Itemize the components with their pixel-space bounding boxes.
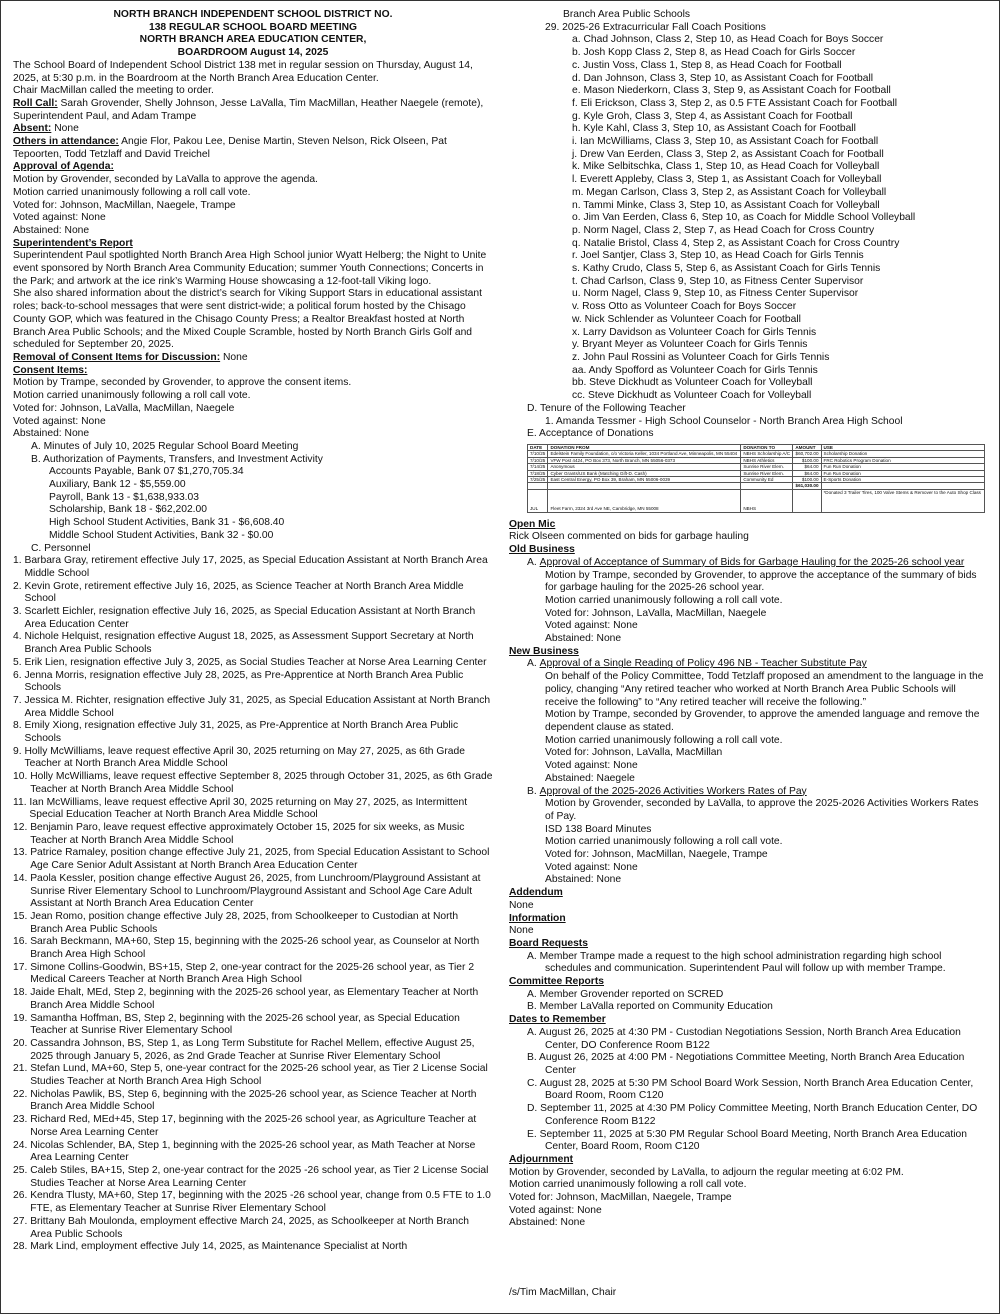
new-business-a-title: Approval of a Single Reading of Policy 496 NB - Teacher Substitute Pay (539, 658, 867, 670)
personnel-item (13, 797, 493, 822)
left-column (13, 9, 493, 1254)
table-cell: FRC Robotics Program Donation (821, 457, 984, 463)
coach-item: l. Everett Appleby, Class 3, Step 1, as Assistant Coach for Volleyball (572, 174, 882, 186)
new-business-line: Voted against: None (545, 861, 638, 873)
dates-heading: Dates to Remember (509, 1014, 606, 1026)
removal-text: None (220, 351, 248, 363)
payment-line: Accounts Payable, Bank 07 $1,270,705.34 (49, 466, 244, 478)
personnel-list (13, 555, 493, 1254)
tenure-item: 1. Amanda Tessmer - High School Counselor - North Branch Area High School (545, 415, 903, 427)
agenda-line: Motion carried unanimously following a roll call vote. (13, 186, 251, 198)
table-cell: $64.00 (793, 464, 821, 470)
table-cell: 7/14/25 (528, 464, 548, 470)
item-number: 16. (13, 936, 31, 948)
coach-item: n. Tammi Minke, Class 3, Step 10, as Assistant Coach for Volleyball (572, 199, 880, 211)
personnel-item (13, 1241, 493, 1254)
table-cell: NBHS Athletics (741, 457, 793, 463)
coach-item: r. Joel Santjer, Class 3, Step 10, as Head Coach for Girls Tennis (572, 250, 864, 262)
table-cell: $100.00 (793, 476, 821, 482)
information-heading: Information (509, 912, 566, 924)
others-attendance (13, 136, 493, 161)
item-number: 26. (13, 1190, 31, 1202)
personnel-item (13, 606, 493, 631)
coach-item: f. Eli Erickson, Class 3, Step 2, as 0.5 FTE Assistant Coach for Football (572, 97, 898, 109)
item-number: 27. (13, 1215, 31, 1227)
payment-line: Auxiliary, Bank 12 - $5,559.00 (49, 479, 186, 491)
agenda-line: Voted for: Johnson, MacMillan, Naegele, Trampe (13, 199, 236, 211)
new-business-line: Voted for: Johnson, LaValla, MacMillan (545, 747, 723, 759)
table-cell: $100.00 (793, 457, 821, 463)
table-cell: JUL (528, 489, 548, 512)
consent-line: Voted against: None (13, 415, 106, 427)
consent-item-a: A. Minutes of July 10, 2025 Regular School Board Meeting (31, 440, 299, 452)
table-cell: $64.00 (793, 470, 821, 476)
item-number: 23. (13, 1114, 31, 1126)
coach-item: i. Ian McWilliams, Class 3, Step 10, as Assistant Coach for Football (572, 136, 879, 148)
new-business-b (509, 786, 987, 799)
others-label: Others in attendance: (13, 136, 119, 148)
coach-item: u. Norm Nagel, Class 9, Step 10, as Fitness Center Supervisor (572, 288, 859, 300)
item-text: Nichole Helquist, resignation effective August 18, 2025, as Assessment Support Secretary at North Branch Area Public Schools (24, 631, 474, 656)
coach-item: aa. Andy Spofford as Volunteer Coach for Girls Tennis (572, 364, 818, 376)
personnel-item (13, 822, 493, 847)
consent-line: Motion by Trampe, seconded by Grovender, to approve the consent items. (13, 377, 352, 389)
supt-report-p2: She also shared information about the district’s search for Viking Support Stars in educational assistant roles; back-to-school messages that were sent district-wide; a political forum hosted by the Chisago County GOP, which was featured in the Chisago County Press; a Realtor Breakfast hosted at North Branch Area Public Schools; and the Mixed Couple Scramble, hosted by North Branch Girls Golf and scheduled for September 20, 2025. (13, 288, 482, 351)
consent-item-b: B. Authorization of Payments, Transfers, and Investment Activity (31, 453, 323, 465)
new-business-line: Abstained: Naegele (545, 772, 635, 784)
information-text: None (509, 925, 534, 937)
date-item: B. August 26, 2025 at 4:00 PM - Negotiations Committee Meeting, North Branch Area Education Center (527, 1052, 965, 1076)
table-cell: Fleet Farm, 2324 3rd Ave NE, Cambridge, MN 55008 (548, 489, 741, 512)
donations-heading: E. Acceptance of Donations (527, 428, 654, 440)
payment-line: Scholarship, Bank 18 - $62,202.00 (49, 504, 207, 516)
item-text: Paola Kessler, position change effective August 26, 2025, from Lunchroom/Playground Assistant at Sunrise River Elementary School to Lunchroom/Playground Assistant and School Age Care Adult Assistant at North Branch Area Education Center (30, 872, 481, 910)
coach-item: b. Josh Kopp Class 2, Step 8, as Head Coach for Girls Soccer (572, 47, 856, 59)
item-number: 20. (13, 1037, 31, 1049)
item-text: Caleb Stiles, BA+15, Step 2, one-year contract for the 2025 -26 school year, as Tier 2 License Social Studies Teacher at Norse Area Learning Center (30, 1164, 489, 1189)
item-text: Erik Lien, resignation effective July 3, 2025, as Social Studies Teacher at Norse Area Learning Center (24, 656, 487, 668)
item-number: 18. (13, 987, 31, 999)
item-text: Nicholas Pawlik, BS, Step 6, beginning with the 2025-26 school year, as Science Teacher at North Branch Area Middle School (30, 1088, 477, 1113)
old-business-heading: Old Business (509, 544, 575, 556)
item-text: Holly McWilliams, leave request effective April 30, 2025 returning on May 27, 2025, as 6th Grade Teacher at North Branch Area Middle School (24, 745, 465, 770)
personnel-item (13, 1038, 493, 1063)
personnel-item (13, 1190, 493, 1215)
personnel-item (13, 670, 493, 695)
item-number: 13. (13, 847, 31, 859)
adjournment-heading: Adjournment (509, 1153, 574, 1165)
others-text: Angie Flor, Pakou Lee, Denise Martin, Steven Nelson, Rick Olseen, Pat Tepoorten, Todd Tetzlaff and David Treichel (13, 136, 447, 160)
personnel-item (13, 555, 493, 580)
coach-item: m. Megan Carlson, Class 3, Step 2, as Assistant Coach for Volleyball (572, 186, 887, 198)
item-text: Kevin Grote, retirement effective July 16, 2025, as Science Teacher at North Branch Area Middle School (24, 580, 464, 605)
personnel-item (13, 1013, 493, 1038)
item-text: Stefan Lund, MA+60, Step 5, one-year contract for the 2025-26 school year, as Tier 2 License Social Studies Teacher at North Branch Area High School (30, 1063, 488, 1088)
coach-item: v. Ross Otto as Volunteer Coach for Boys Soccer (572, 301, 797, 313)
new-business-line: Motion carried unanimously following a roll call vote. (545, 734, 783, 746)
coach-item: o. Jim Van Eerden, Class 6, Step 10, as Coach for Middle School Volleyball (572, 212, 916, 224)
item-number: 9. (13, 745, 25, 757)
table-cell: 7/10/25 (528, 457, 548, 463)
coach-item: z. John Paul Rossini as Volunteer Coach for Girls Tennis (572, 351, 830, 363)
item-number: 8. (13, 720, 25, 732)
old-business-line: Motion by Trampe, seconded by Grovender, to approve the acceptance of the summary of bids for garbage hauling for the 2025-26 school year. (545, 569, 977, 594)
coach-item: p. Norm Nagel, Class 2, Step 7, as Head Coach for Cross Country (572, 224, 875, 236)
new-business-line: Motion by Grovender, seconded by LaValla, to approve the 2025-2026 Activities Workers Rates of Pay. (545, 798, 979, 822)
personnel-item (13, 873, 493, 911)
item-text: Scarlett Eichler, resignation effective July 16, 2025, as Special Education Assistant at North Branch Area Education Center (24, 606, 476, 630)
personnel-item (13, 1165, 493, 1190)
old-business-line: Voted against: None (545, 620, 638, 632)
personnel-item (13, 936, 493, 961)
doc-title (13, 9, 493, 60)
donations-column-header: DONATION FROM (548, 444, 741, 450)
absent (13, 123, 493, 136)
personnel-item (13, 1114, 493, 1139)
signature: /s/Tim MacMillan, Chair (509, 1287, 617, 1298)
continued-line: Branch Area Public Schools (563, 9, 691, 20)
roll-call-label: Roll Call: (13, 97, 58, 109)
coach-item: c. Justin Voss, Class 1, Step 8, as Head Coach for Football (572, 59, 842, 71)
old-business-a (509, 557, 987, 570)
date-item: E. September 11, 2025 at 5:30 PM Regular School Board Meeting, North Branch Area Education Center, Board Room, Room C120 (527, 1128, 967, 1153)
donations-column-header: AMOUNT (793, 444, 821, 450)
personnel-item (13, 847, 493, 872)
coach-item: d. Dan Johnson, Class 3, Step 10, as Assistant Coach for Football (572, 72, 874, 84)
consent-line: Motion carried unanimously following a roll call vote. (13, 390, 251, 402)
new-business-a (509, 658, 987, 671)
table-cell: $61,030.00 (793, 483, 821, 489)
title-line-1: NORTH BRANCH INDEPENDENT SCHOOL DISTRICT NO. (113, 9, 393, 20)
absent-label: Absent: (13, 123, 52, 135)
removal-label: Removal of Consent Items for Discussion: (13, 351, 221, 363)
table-cell: 7/10/25 (528, 451, 548, 457)
personnel-item (13, 631, 493, 656)
adjournment-line: Motion by Grovender, seconded by LaValla, to adjourn the regular meeting at 6:02 PM. (509, 1166, 904, 1178)
table-cell: $60,702.00 (793, 451, 821, 457)
item-text: Samantha Hoffman, BS, Step 2, beginning with the 2025-26 school year, as Special Education Teacher at Sunrise River Elementary School (30, 1012, 460, 1037)
personnel-item (13, 911, 493, 936)
new-business-line: Motion by Trampe, seconded by Grovender, to approve the amended language and remove the dependent clause as stated. (545, 709, 980, 733)
coach-item: x. Larry Davidson as Volunteer Coach for Girls Tennis (572, 326, 817, 338)
table-cell (793, 489, 821, 512)
item-number: 6. (13, 669, 25, 681)
coach-item: q. Natalie Bristol, Class 4, Step 2, as Assistant Coach for Cross Country (572, 237, 900, 249)
coach-item: h. Kyle Kahl, Class 3, Step 10, as Assistant Coach for Football (572, 123, 856, 135)
agenda-line: Motion by Grovender, seconded by LaValla to approve the agenda. (13, 174, 318, 186)
list-marker: A. (527, 556, 540, 568)
item-number: 21. (13, 1063, 31, 1075)
roll-call-text: Sarah Grovender, Shelly Johnson, Jesse LaValla, Tim MacMillan, Heather Naegele (remote), Superintendent Paul, and Adam Trampe (13, 97, 484, 122)
title-line-3: NORTH BRANCH AREA EDUCATION CENTER, (139, 34, 367, 46)
roll-call (13, 98, 493, 123)
personnel-item (13, 581, 493, 606)
coach-item: e. Mason Niederkorn, Class 3, Step 9, as Assistant Coach for Football (572, 85, 891, 97)
item-text: Jean Romo, position change effective July 28, 2025, from Schoolkeeper to Custodian at North Branch Area Public Schools (30, 910, 459, 935)
consent-heading: Consent Items: (13, 364, 88, 376)
new-business-line: Motion carried unanimously following a roll call vote. (545, 836, 783, 848)
item-number: 1. (13, 555, 25, 567)
personnel-item (13, 1140, 493, 1165)
item-text: Ian McWilliams, leave request effective April 30, 2025 returning on May 27, 2025, as Intermittent Special Education Teacher at North Branch Area Middle School (29, 796, 468, 821)
addendum-text: None (509, 899, 534, 911)
table-cell: Sunrise River Elem. (741, 470, 793, 476)
date-item: C. August 28, 2025 at 5:30 PM School Board Work Session, North Branch Area Education Center, Board Room, Room C120 (527, 1077, 974, 1102)
item-number: 2. (13, 580, 25, 592)
item-number: 4. (13, 631, 25, 643)
intro-paragraph: The School Board of Independent School District 138 met in regular session on Thursday, August 14, 2025, at 5:30 p.m. in the Boardroom at the North Branch Area Education Center. (13, 59, 473, 84)
open-mic-heading: Open Mic (509, 518, 556, 530)
committee-reports-heading: Committee Reports (509, 976, 604, 988)
table-row (528, 489, 985, 512)
item-text: Barbara Gray, retirement effective July 17, 2025, as Special Education Assistant at North Branch Area Middle School (24, 555, 488, 579)
new-business-line: On behalf of the Policy Committee, Todd Tetzlaff proposed an amendment to the language in the policy, changing “Any retired teacher who worked at North Branch Area Public Schools will receive the following” to “Any retired teacher will receive the following.” (545, 671, 984, 708)
supt-report-heading: Superintendent’s Report (13, 237, 133, 249)
item-text: Holly McWilliams, leave request effective September 8, 2025 through October 31, 2025, as 6th Grade Teacher at North Branch Area Middle School (30, 771, 493, 795)
tenure-heading: D. Tenure of the Following Teacher (527, 402, 686, 414)
new-business-b-title: Approval of the 2025-2026 Activities Workers Rates of Pay (539, 785, 807, 797)
table-cell: Edelstein Family Foundation, c/o Victoria Keller, 1034 Portland Ave, Minneapolis, MN 55404 (548, 451, 741, 457)
personnel-item (13, 1216, 493, 1241)
item-text: Cassandra Johnson, BS, Step 1, as Long Term Substitute for Rachel Mellem, effective August 25, 2025 through January 5, 2026, as 2nd Grade Teacher at Sunrise River Elementary School (30, 1037, 475, 1062)
list-marker: B. (527, 785, 540, 797)
personnel-item (13, 1063, 493, 1088)
new-business-line: ISD 138 Board Minutes (545, 823, 652, 835)
new-business-heading: New Business (509, 645, 579, 657)
list-marker: A. (527, 658, 540, 670)
personnel-item (13, 1089, 493, 1114)
item-text: Jaide Ehalt, MEd, Step 2, beginning with the 2025-26 school year, as Elementary Teacher at North Branch Area Middle School (30, 987, 479, 1011)
table-cell: Community Ed (741, 476, 793, 482)
item-text: Mark Lind, employment effective July 14, 2025, as Maintenance Specialist at North (30, 1241, 408, 1253)
coach-item: cc. Steve Dickhudt as Volunteer Coach for Volleyball (572, 390, 812, 402)
item-text: Jessica M. Richter, resignation effective July 31, 2025, as Special Education Assistant at North Branch Area Middle School (24, 694, 491, 719)
item-number: 22. (13, 1088, 31, 1100)
coach-item: a. Chad Johnson, Class 2, Step 10, as Head Coach for Boys Soccer (572, 34, 884, 46)
adjournment-line: Voted against: None (509, 1204, 602, 1216)
table-cell: *Donated 3 Trailer Tires, 100 Valve Stems & Remover to the Auto Shop Class (821, 489, 984, 512)
date-item: A. August 26, 2025 at 4:30 PM - Custodian Negotiations Session, North Branch Area Education Center, DO Conference Room B122 (527, 1026, 961, 1051)
coach-item: bb. Steve Dickhudt as Volunteer Coach for Volleyball (572, 377, 813, 389)
coach-item: g. Kyle Groh, Class 3, Step 4, as Assistant Coach for Football (572, 110, 853, 122)
donations-column-header: DONATION TO (741, 444, 793, 450)
table-cell: Cyber Grants/US Bank (Matching Gift-D. Cash) (548, 470, 741, 476)
agenda-line: Voted against: None (13, 212, 106, 224)
personnel-item (13, 657, 493, 670)
table-cell: Scholarship Donation (821, 451, 984, 457)
table-cell: East Central Energy, PO Box 39, Braham, MN 55006-0039 (548, 476, 741, 482)
table-cell: E-Sports Donation (821, 476, 984, 482)
item-text: Patrice Ramaley, position change effective July 21, 2025, from Special Education Assistant to School Age Care Senior Adult Assistant at North Branch Area Education Center (30, 847, 490, 872)
new-business-line: Voted against: None (545, 760, 638, 772)
donations-body (528, 451, 985, 512)
board-requests-heading: Board Requests (509, 937, 588, 949)
table-cell: VFW Post 4424, PO Box 373, North Branch, MN 55056-0373 (548, 457, 741, 463)
adjournment-line: Voted for: Johnson, MacMillan, Naegele, Trampe (509, 1192, 732, 1204)
table-cell: Anonymous (548, 464, 741, 470)
item-text: Kendra Tlusty, MA+60, Step 17, beginning with the 2025 -26 school year, change from 0.5 FTE to 1.0 FTE, as Elementary Teacher at Sunrise River Elementary School (30, 1190, 491, 1215)
payment-line: High School Student Activities, Bank 31 - $6,608.40 (49, 517, 285, 529)
item-number: 10. (13, 771, 31, 783)
donations-column-header: USE (821, 444, 984, 450)
consent-line: Abstained: None (13, 428, 90, 440)
item-text: Emily Xiong, resignation effective July 31, 2025, as Pre-Apprentice at North Branch Area Public Schools (24, 720, 459, 745)
item-text: Simone Collins-Goodwin, BS+15, Step 2, one-year contract for the 2025-26 school year, as Tier 2 Medical Careers Teacher at North Branch Area High School (30, 961, 475, 986)
coaches-heading: 29. 2025-26 Extracurricular Fall Coach Positions (545, 21, 766, 33)
coach-item: s. Kathy Crudo, Class 5, Step 6, as Assistant Coach for Girls Tennis (572, 263, 881, 275)
coach-item: t. Chad Carlson, Class 9, Step 10, as Fitness Center Supervisor (572, 275, 864, 287)
item-number: 24. (13, 1139, 31, 1151)
item-number: 14. (13, 872, 31, 884)
table-cell: 7/25/25 (528, 476, 548, 482)
item-number: 12. (13, 822, 31, 833)
item-text: Brittany Bah Moulonda, employment effective March 24, 2025, as Schoolkeeper at North Branch Area Public Schools (30, 1215, 470, 1240)
date-item: D. September 11, 2025 at 4:30 PM Policy Committee Meeting, North Branch Education Center, DO Conference Room B122 (527, 1103, 978, 1127)
board-request-item: A. Member Trampe made a request to the high school administration regarding high school schedules and communication. Superintendent Paul will follow up with member Trampe. (527, 950, 946, 975)
item-text: Nicolas Schlender, BA, Step 1, beginning with the 2025-26 school year, as Math Teacher at Norse Area Learning Center (30, 1139, 476, 1164)
item-text: Richard Red, MEd+45, Step 17, beginning with the 2025-26 school year, as Agriculture Teacher at Norse Area Learning Center (30, 1114, 477, 1138)
title-line-4: BOARDROOM August 14, 2025 (177, 47, 329, 59)
personnel-item (13, 695, 493, 720)
item-number: 17. (13, 961, 31, 973)
item-number: 3. (13, 606, 25, 618)
consent-item-c: C. Personnel (31, 542, 91, 554)
item-text: Sarah Beckmann, MA+60, Step 15, beginning with the 2025-26 school year, as Counselor at North Branch Area High School (30, 936, 480, 961)
item-number: 15. (13, 910, 31, 922)
adjournment-line: Motion carried unanimously following a roll call vote. (509, 1179, 747, 1191)
title-line-2: 138 REGULAR SCHOOL BOARD MEETING (148, 21, 358, 33)
committee-report-item: B. Member LaValla reported on Community Education (527, 1001, 773, 1013)
consent-line: Voted for: Johnson, LaValla, MacMillan, Naegele (13, 402, 235, 414)
item-number: 5. (13, 656, 25, 668)
addendum-heading: Addendum (509, 887, 563, 899)
supt-report-p1: Superintendent Paul spotlighted North Branch Area High School junior Wyatt Helberg; the Night to Unite event sponsored by North Branch Area Community Education; summer Youth Connections; Concerts in the Park; and artwork at the ice rink’s Warming House showcasing a 12-foot-tall Viking logo. (13, 250, 487, 287)
item-number: 7. (13, 694, 25, 706)
donations-column-header: DATE (528, 444, 548, 450)
payment-line: Payroll, Bank 13 - $1,638,933.03 (49, 491, 199, 503)
open-mic-text: Rick Olseen commented on bids for garbage hauling (509, 531, 749, 543)
personnel-item (13, 987, 493, 1012)
item-number: 25. (13, 1164, 31, 1176)
donations-table (527, 444, 985, 513)
committee-report-item: A. Member Grovender reported on SCRED (527, 988, 724, 1000)
new-business-line: Abstained: None (545, 874, 622, 886)
old-business-a-title: Approval of Acceptance of Summary of Bids for Garbage Hauling for the 2025-26 school year (539, 556, 965, 568)
personnel-item (13, 771, 493, 796)
personnel-item (13, 746, 493, 771)
item-number: 11. (13, 796, 30, 808)
absent-text: None (51, 123, 79, 135)
old-business-line: Motion carried unanimously following a roll call vote. (545, 594, 783, 606)
call-to-order: Chair MacMillan called the meeting to order. (13, 85, 214, 97)
payment-line: Middle School Student Activities, Bank 32 - $0.00 (49, 529, 274, 541)
removal-consent (13, 352, 493, 365)
table-cell: 7/18/25 (528, 470, 548, 476)
item-number: 28. (13, 1241, 31, 1253)
table-cell: Fun Run Donation (821, 464, 984, 470)
coach-item: j. Drew Van Eerden, Class 3, Step 2, as Assistant Coach for Football (572, 148, 884, 160)
new-business-line: Voted for: Johnson, MacMillan, Naegele, Trampe (545, 849, 768, 861)
table-cell: Sunrise River Elem. (741, 464, 793, 470)
coach-list (509, 34, 987, 402)
personnel-item (13, 962, 493, 987)
table-cell: NBHS (741, 489, 793, 512)
coach-item: w. Nick Schlender as Volunteer Coach for Football (572, 313, 801, 325)
item-text: Jenna Morris, resignation effective July 28, 2025, as Pre-Apprentice at North Branch Area Public Schools (24, 669, 464, 694)
coach-item: k. Mike Selbitschka, Class 1, Step 10, as Head Coach for Volleyball (572, 161, 880, 173)
table-cell: Fun Run Donation (821, 470, 984, 476)
adjournment-line: Abstained: None (509, 1217, 586, 1229)
table-cell: NBHS Scholarship A/C (741, 451, 793, 457)
personnel-item (13, 720, 493, 745)
item-text: Benjamin Paro, leave request effective approximately October 15, 2025 for six weeks, as Music Teacher at North Branch Area Middle School (30, 822, 465, 846)
right-column (509, 9, 987, 1230)
item-number: 19. (13, 1012, 31, 1024)
agenda-heading: Approval of Agenda: (13, 161, 114, 173)
old-business-line: Abstained: None (545, 633, 622, 645)
coach-item: y. Bryant Meyer as Volunteer Coach for Girls Tennis (572, 339, 808, 351)
old-business-line: Voted for: Johnson, LaValla, MacMillan, Naegele (545, 607, 767, 619)
agenda-line: Abstained: None (13, 224, 90, 236)
